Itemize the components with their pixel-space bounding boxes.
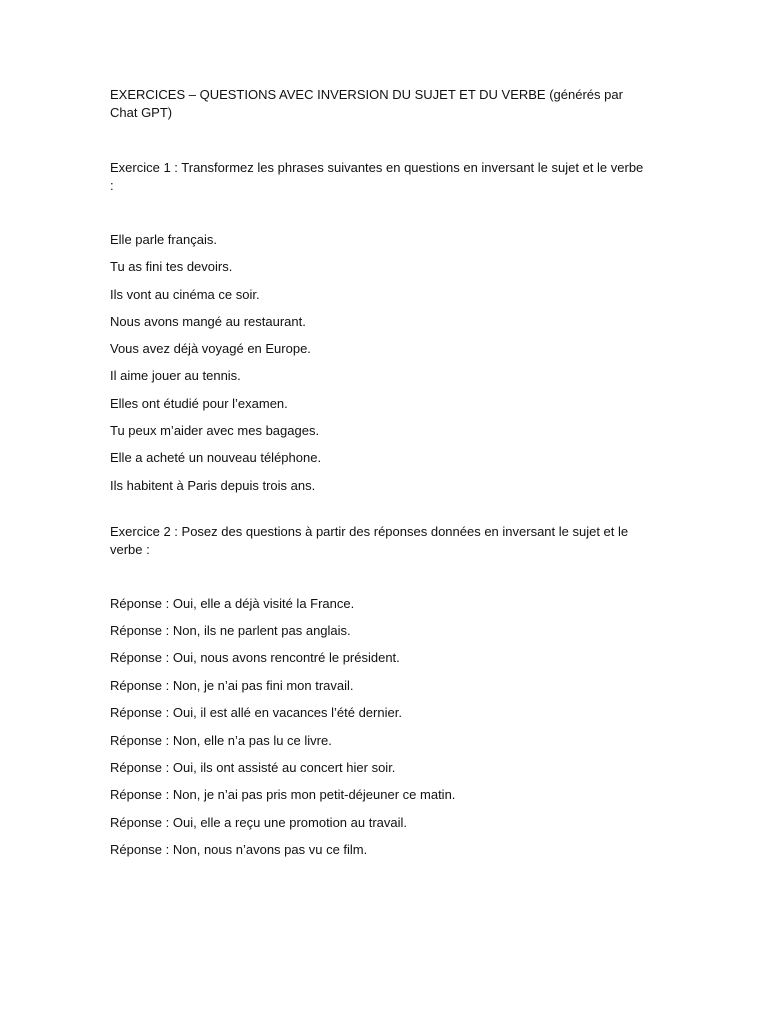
exercise-1-sentence: Il aime jouer au tennis. — [110, 368, 241, 384]
exercise-1-sentence: Ils habitent à Paris depuis trois ans. — [110, 477, 316, 493]
exercise-1-instruction: Exercice 1 : Transformez les phrases suivantes en questions en inversant le sujet et le verbe : — [110, 160, 644, 193]
exercise-1-sentence: Elles ont étudié pour l’examen. — [110, 395, 288, 411]
exercise-1-sentence: Vous avez déjà voyagé en Europe. — [110, 341, 311, 357]
document-title: EXERCICES – QUESTIONS AVEC INVERSION DU SUJET ET DU VERBE (générés par Chat GPT) — [110, 87, 623, 120]
exercise-2-response: Réponse : Oui, il est allé en vacances l’été dernier. — [110, 705, 402, 721]
exercise-2-response: Réponse : Non, nous n’avons pas vu ce film. — [110, 842, 368, 858]
exercise-1-sentence: Elle parle français. — [110, 232, 217, 247]
exercise-1-sentence: Nous avons mangé au restaurant. — [110, 313, 306, 329]
exercise-2-response: Réponse : Oui, ils ont assisté au concert hier soir. — [110, 760, 396, 776]
exercise-2-response-list — [110, 595, 650, 860]
exercise-2-response: Réponse : Non, ils ne parlent pas anglais. — [110, 623, 351, 639]
exercise-2-response: Réponse : Non, elle n’a pas lu ce livre. — [110, 732, 332, 748]
exercise-1-sentence: Elle a acheté un nouveau téléphone. — [110, 450, 322, 466]
exercise-1-sentence: Tu as fini tes devoirs. — [110, 259, 233, 275]
document-body — [110, 86, 650, 869]
exercise-2-instruction: Exercice 2 : Posez des questions à partir des réponses données en inversant le sujet et le verbe : — [110, 523, 629, 557]
exercise-1-sentence: Tu peux m’aider avec mes bagages. — [110, 423, 320, 439]
exercise-2-response: Réponse : Non, je n’ai pas pris mon petit-déjeuner ce matin. — [110, 787, 456, 803]
exercise-2-response: Réponse : Oui, elle a reçu une promotion au travail. — [110, 814, 408, 830]
exercise-2-response: Réponse : Oui, elle a déjà visité la France. — [110, 595, 355, 611]
exercise-1-sentence-list — [110, 231, 650, 495]
exercise-2-response: Réponse : Oui, nous avons rencontré le président. — [110, 650, 400, 666]
exercise-1-sentence: Ils vont au cinéma ce soir. — [110, 286, 260, 302]
exercise-2-response: Réponse : Non, je n’ai pas fini mon travail. — [110, 677, 354, 693]
